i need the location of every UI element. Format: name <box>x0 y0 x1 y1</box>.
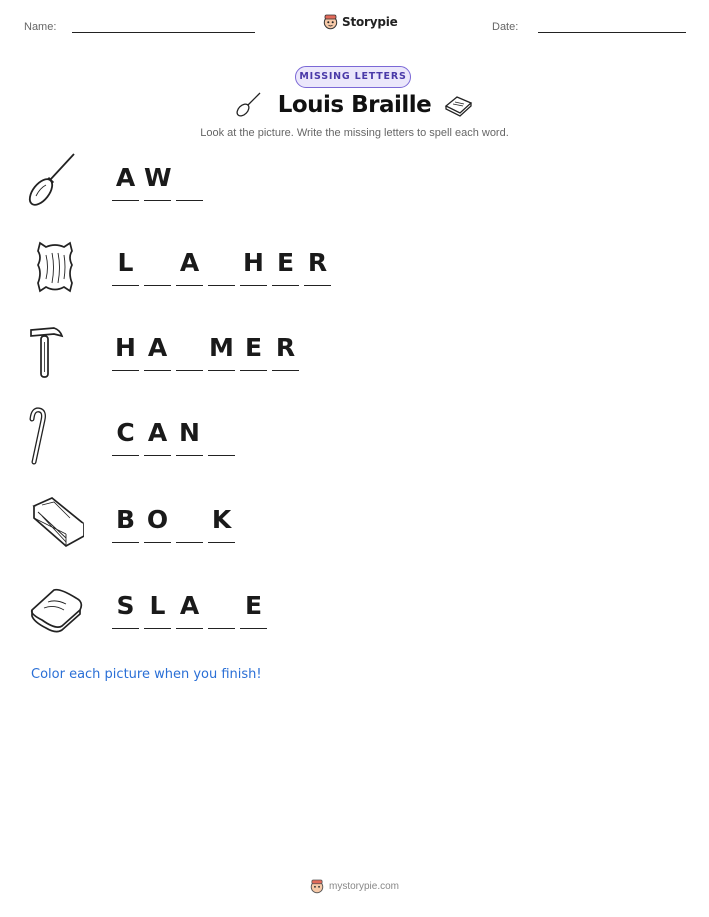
letter-slot[interactable]: O <box>144 504 171 543</box>
word-row-hammer <box>0 322 709 402</box>
letter-slot[interactable]: W <box>144 162 171 201</box>
letter-slot[interactable]: A <box>144 417 171 456</box>
letter-slot[interactable]: L <box>144 590 171 629</box>
letter-slot[interactable]: M <box>208 332 235 371</box>
letter-slot[interactable]: R <box>272 332 299 371</box>
page-title: Louis Braille <box>277 92 432 118</box>
date-label: Date: <box>492 21 519 33</box>
letter-slot[interactable]: A <box>176 590 203 629</box>
footer-url[interactable]: mystorypie.com <box>328 881 399 892</box>
letter-slot[interactable]: A <box>144 332 171 371</box>
letter-slots <box>112 590 267 629</box>
letter-slot[interactable]: A <box>176 247 203 286</box>
letter-slot[interactable]: A <box>112 162 139 201</box>
hammer-icon <box>26 322 84 382</box>
letter-slot[interactable]: C <box>112 417 139 456</box>
letter-slot[interactable] <box>176 504 203 543</box>
letter-slot[interactable]: E <box>240 590 267 629</box>
letter-slots <box>112 247 331 286</box>
brand-logo <box>323 14 398 30</box>
letter-slots <box>112 162 203 201</box>
brand-name: Storypie <box>342 15 398 29</box>
letter-slot[interactable]: E <box>272 247 299 286</box>
word-row-leather <box>0 237 709 317</box>
worksheet-type-badge: MISSING LETTERS <box>295 66 411 88</box>
letter-slot[interactable] <box>176 162 203 201</box>
letter-slot[interactable] <box>208 590 235 629</box>
footer <box>0 879 709 894</box>
storypie-mascot-icon <box>323 14 338 30</box>
name-field[interactable] <box>72 32 255 33</box>
word-row-slate <box>0 580 709 660</box>
date-field[interactable] <box>538 32 686 33</box>
letter-slot[interactable] <box>208 417 235 456</box>
letter-slot[interactable]: N <box>176 417 203 456</box>
letter-slot[interactable]: H <box>112 332 139 371</box>
letter-slot[interactable]: S <box>112 590 139 629</box>
letter-slots <box>112 417 235 456</box>
letter-slot[interactable] <box>144 247 171 286</box>
leather-hide-icon <box>26 237 84 297</box>
cane-icon <box>26 407 84 467</box>
letter-slots <box>112 504 235 543</box>
word-row-cane <box>0 407 709 487</box>
storypie-mascot-icon <box>310 879 324 894</box>
letter-slot[interactable]: K <box>208 504 235 543</box>
book-icon <box>26 494 84 554</box>
letter-slot[interactable]: L <box>112 247 139 286</box>
letter-slot[interactable] <box>176 332 203 371</box>
letter-slot[interactable]: B <box>112 504 139 543</box>
letter-slot[interactable]: H <box>240 247 267 286</box>
slate-icon <box>442 94 474 118</box>
coloring-note: Color each picture when you finish! <box>31 667 262 682</box>
instructions: Look at the picture. Write the missing letters to spell each word. <box>200 127 509 139</box>
slate-icon <box>26 580 84 640</box>
word-row-awl <box>0 152 709 232</box>
name-label: Name: <box>24 21 57 33</box>
awl-icon <box>26 152 84 212</box>
letter-slot[interactable] <box>208 247 235 286</box>
word-row-book <box>0 494 709 574</box>
letter-slot[interactable]: E <box>240 332 267 371</box>
letter-slots <box>112 332 299 371</box>
letter-slot[interactable]: R <box>304 247 331 286</box>
